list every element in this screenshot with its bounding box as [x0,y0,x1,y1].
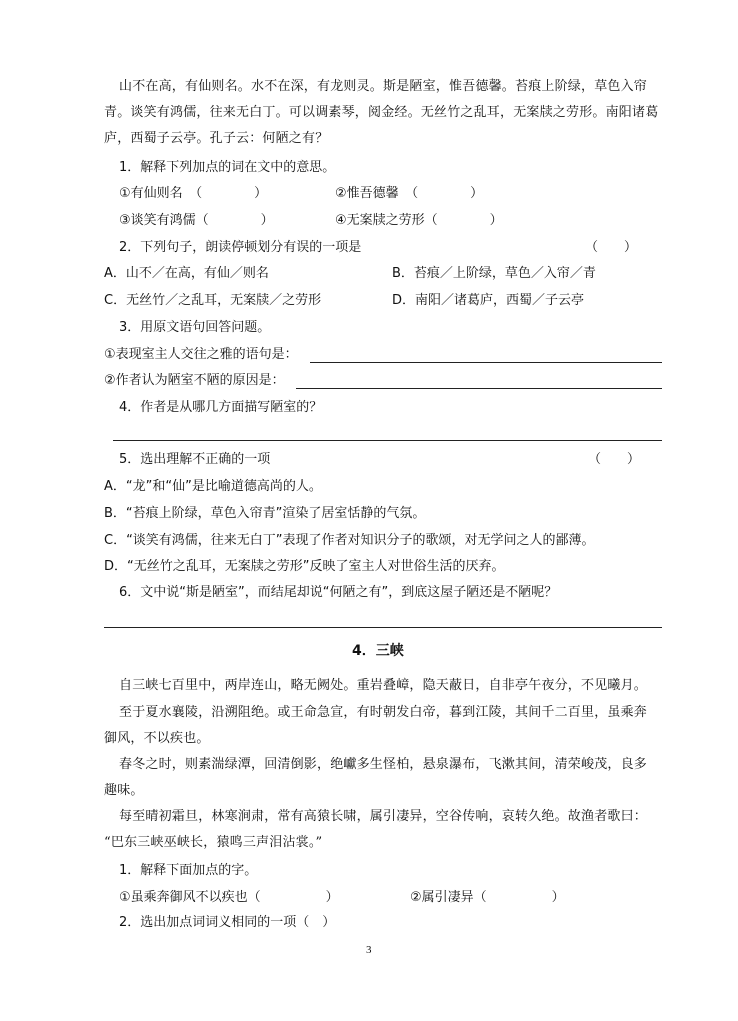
question-stem: 1．解释下面加点的字。 [119,863,258,878]
answer-item: ④无案牍之劳形（ ） [335,213,503,228]
answer-item: ②属引凄异（ ） [410,890,565,905]
option-d: D．南阳／诸葛庐，西蜀／子云亭 [392,293,585,308]
question-stem: 2．选出加点词词义相同的一项（ ） [119,915,336,930]
answer-blank[interactable] [310,362,662,363]
option-c: C．“谈笑有鸿儒，往来无白丁”表现了作者对知识分子的歌颂，对无学问之人的鄙薄。 [104,533,595,548]
question-stem: 4．作者是从哪几方面描写陋室的？ [119,400,323,415]
page-number: 3 [366,944,372,956]
answer-blank[interactable] [296,388,662,389]
passage-line: 每至晴初霜旦，林寒涧肃，常有高猿长啸，属引凄异，空谷传响，哀转久绝。故渔者歌曰： [119,809,648,824]
passage-line: 山不在高，有仙则名。水不在深，有龙则灵。斯是陋室，惟吾德馨。苔痕上阶绿，草色入帘 [119,79,648,94]
passage-line: 趣味。 [104,783,144,798]
question-stem: 6．文中说“斯是陋室”，而结尾却说“何陋之有”，到底这屋子陋还是不陋呢？ [119,585,558,600]
sub-question: ①表现室主人交往之雅的语句是： [104,347,298,362]
question-stem: 3．用原文语句回答问题。 [119,320,271,335]
passage-line: 至于夏水襄陵，沿溯阻绝。或王命急宣，有时朝发白帝，暮到江陵，其间千二百里，虽乘奔 [119,705,648,720]
answer-item: ①虽乘奔御风不以疾也（ ） [119,890,339,905]
option-d: D．“无丝竹之乱耳，无案牍之劳形”反映了室主人对世俗生活的厌弃。 [104,559,505,574]
option-c: C．无丝竹／之乱耳，无案牍／之劳形 [104,293,322,308]
passage-line: 自三峡七百里中，两岸连山，略无阙处。重岩叠嶂，隐天蔽日，自非亭午夜分，不见曦月。 [119,678,648,693]
passage-line: 春冬之时，则素湍绿潭，回清倒影，绝巘多生怪柏，悬泉瀑布，飞漱其间，清荣峻茂，良多 [119,757,648,772]
question-stem: 2．下列句子，朗读停顿划分有误的一项是 [119,240,362,255]
answer-item: ①有仙则名 （ ） [119,186,268,201]
answer-blank[interactable] [113,440,662,441]
option-b: B．苔痕／上阶绿，草色／入帘／青 [392,266,596,281]
passage-line: 庐，西蜀子云亭。孔子云：何陋之有？ [104,131,329,146]
question-stem: 5．选出理解不正确的一项 [119,452,271,467]
question-stem: 1．解释下列加点的词在文中的意思。 [119,160,336,175]
passage-line: 青。谈笑有鸿儒，往来无白丁。可以调素琴，阅金经。无丝竹之乱耳，无案牍之劳形。南阳诸葛 [104,105,659,120]
option-a: A．“龙”和“仙”是比喻道德高尚的人。 [104,479,322,494]
sub-question: ②作者认为陋室不陋的原因是： [104,373,285,388]
passage-line: 御风，不以疾也。 [104,731,210,746]
answer-item: ②惟吾德馨 （ ） [335,186,484,201]
answer-item: ③谈笑有鸿儒（ ） [119,213,274,228]
answer-paren: （ ） [585,240,638,255]
section-title: 4．三峡 [352,643,404,659]
passage-line: “巴东三峡巫峡长，猿鸣三声泪沾裳。” [104,835,323,850]
answer-paren: （ ） [588,452,641,467]
option-a: A．山不／在高，有仙／则名 [104,266,269,281]
option-b: B．“苔痕上阶绿，草色入帘青”渲染了居室恬静的气氛。 [104,506,426,521]
answer-line[interactable] [104,627,662,628]
